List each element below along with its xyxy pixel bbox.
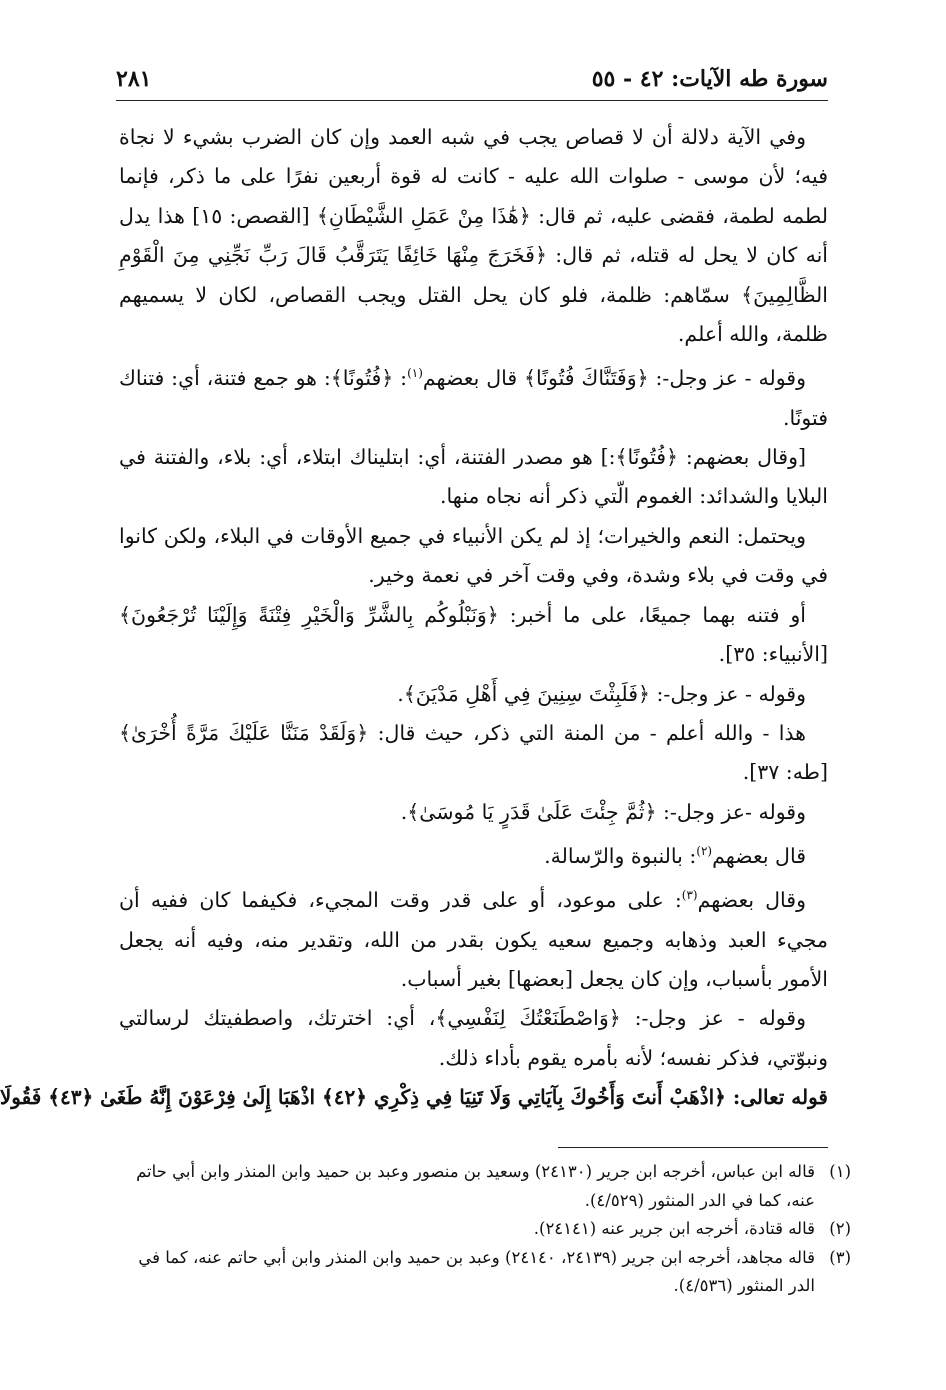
paragraph: وقوله - عز وجل-: ﴿فَلَبِثْتَ سِنِينَ فِي أَهْلِ مَدْيَنَ﴾.	[397, 681, 806, 706]
paragraph: هذا - والله أعلم - من المنة التي ذكر، حيث قال: ﴿وَلَقَدْ مَنَنَّا عَلَيْكَ مَرَّةً أُخْرَىٰ﴾ [طه: ٣٧].	[119, 720, 828, 785]
main-text	[0, 118, 828, 1118]
verse-lead: قوله تعالى:	[732, 1085, 828, 1110]
paragraph: وفي الآية دلالة أن لا قصاص يجب في شبه العمد وإن كان الضرب بشيء لا نجاة فيه؛ لأن موسى - صلوات الله عليه - كانت له قوة أربعين نفرًا على ما ذكر، فإنما لطمه لطمة، فقضى عليه، ثم قال: ﴿هَٰذَا مِنْ عَمَلِ الشَّيْطَانِ﴾ [القصص: ١٥] هذا يدل أنه كان لا يحل له قتله، ثم قال: ﴿فَخَرَجَ مِنْهَا خَائِفًا يَتَرَقَّبُ قَالَ رَبِّ نَجِّنِي مِنَ الْقَوْمِ الظَّالِمِينَ﴾ سمّاهم: ظلمة، فلو كان يحل القتل ويجب القصاص، لكان لا يسميهم ظلمة، والله أعلم.	[119, 125, 828, 347]
text-span: : بالنبوة والرّسالة.	[544, 843, 697, 868]
footnote-number: (٢)	[829, 1219, 851, 1238]
paragraph	[119, 832, 828, 876]
paragraph: [وقال بعضهم: ﴿فُتُونًا﴾:] هو مصدر الفتنة، أي: ابتليناك ابتلاء، أي: بلاء، والفتنة في البلايا والشدائد: الغموم الّتي ذكر أنه نجاه منها.	[119, 445, 828, 509]
footnote-ref: (٢)	[696, 844, 713, 859]
text-span: وقال بعضهم	[697, 888, 807, 913]
paragraph	[119, 354, 828, 438]
text-span: : على موعود، أو على قدر وقت المجيء، فكيفما كان ففيه أن مجيء العبد وذهابه وجميع سعيه يكون بقدر من الله، وتقدير منه، وفيه أنه يجعل الأمور بأسباب، وإن كان يجعل [بعضها] بغير أسباب.	[119, 888, 828, 992]
text-span: : ﴿فُتُونًا﴾: هو جمع فتنة، أي: فتناك فتونًا.	[119, 366, 828, 430]
footnote	[119, 1244, 851, 1301]
paragraph: أو فتنه بهما جميعًا، على ما أخبر: ﴿وَنَبْلُوكُم بِالشَّرِّ وَالْخَيْرِ فِتْنَةً وَإِلَيْنَا تُرْجَعُونَ﴾ [الأنبياء: ٣٥].	[119, 602, 828, 667]
footnotes	[119, 1158, 851, 1301]
footnote-text: قاله قتادة، أخرجه ابن جرير عنه (٢٤١٤١).	[533, 1219, 815, 1238]
paragraph	[119, 876, 828, 999]
page-header	[116, 66, 828, 101]
paragraph: وقوله - عز وجل-: ﴿وَاصْطَنَعْتُكَ لِنَفْسِي﴾، أي: اخترتك، واصطفيتك لرسالتي ونبوّتي، فذكر نفسه؛ لأنه بأمره يقوم بأداء ذلك.	[119, 1006, 828, 1070]
verse-text: ﴿اذْهَبْ أَنتَ وَأَخُوكَ بِآيَاتِي وَلَا تَنِيَا فِي ذِكْرِي ﴿٤٢﴾ اذْهَبَا إِلَىٰ فِرْعَوْنَ إِنَّهُ طَغَىٰ ﴿٤٣﴾ فَقُولَا	[0, 1085, 726, 1110]
verse-line	[0, 1078, 828, 1117]
footnote-text: قاله ابن عباس، أخرجه ابن جرير (٢٤١٣٠) وسعيد بن منصور وعبد بن حميد وابن المنذر وابن أبي حاتم عنه، كما في الدر المنثور (٤/٥٢٩).	[136, 1162, 815, 1210]
footnote-text: قاله مجاهد، أخرجه ابن جرير (٢٤١٣٩، ٢٤١٤٠) وعبد بن حميد وابن المنذر وابن أبي حاتم عنه، كما في الدر المنثور (٤/٥٣٦).	[138, 1247, 815, 1295]
footnote-separator	[558, 1147, 828, 1148]
footnote-ref: (١)	[407, 366, 423, 381]
page-number: ٢٨١	[116, 66, 152, 92]
footnote	[119, 1215, 851, 1244]
footnote	[119, 1158, 851, 1215]
text-span: قال بعضهم	[712, 843, 806, 868]
footnote-number: (١)	[829, 1162, 851, 1181]
paragraph: ويحتمل: النعم والخيرات؛ إذ لم يكن الأنبياء في جميع الأوقات في البلاء، ولكن كانوا في وقت في بلاء وشدة، وفي وقت آخر في نعمة وخير.	[119, 523, 828, 588]
footnote-ref: (٣)	[681, 888, 698, 903]
footnote-number: (٣)	[829, 1247, 851, 1267]
text-span: وقوله - عز وجل-: ﴿وَفَتَنَّاكَ فُتُونًا﴾ قال بعضهم	[422, 366, 806, 391]
running-title: سورة طه الآيات: ٤٢ - ٥٥	[591, 66, 828, 92]
paragraph: وقوله -عز وجل-: ﴿ثُمَّ جِئْتَ عَلَىٰ قَدَرٍ يَا مُوسَىٰ﴾.	[400, 799, 806, 824]
